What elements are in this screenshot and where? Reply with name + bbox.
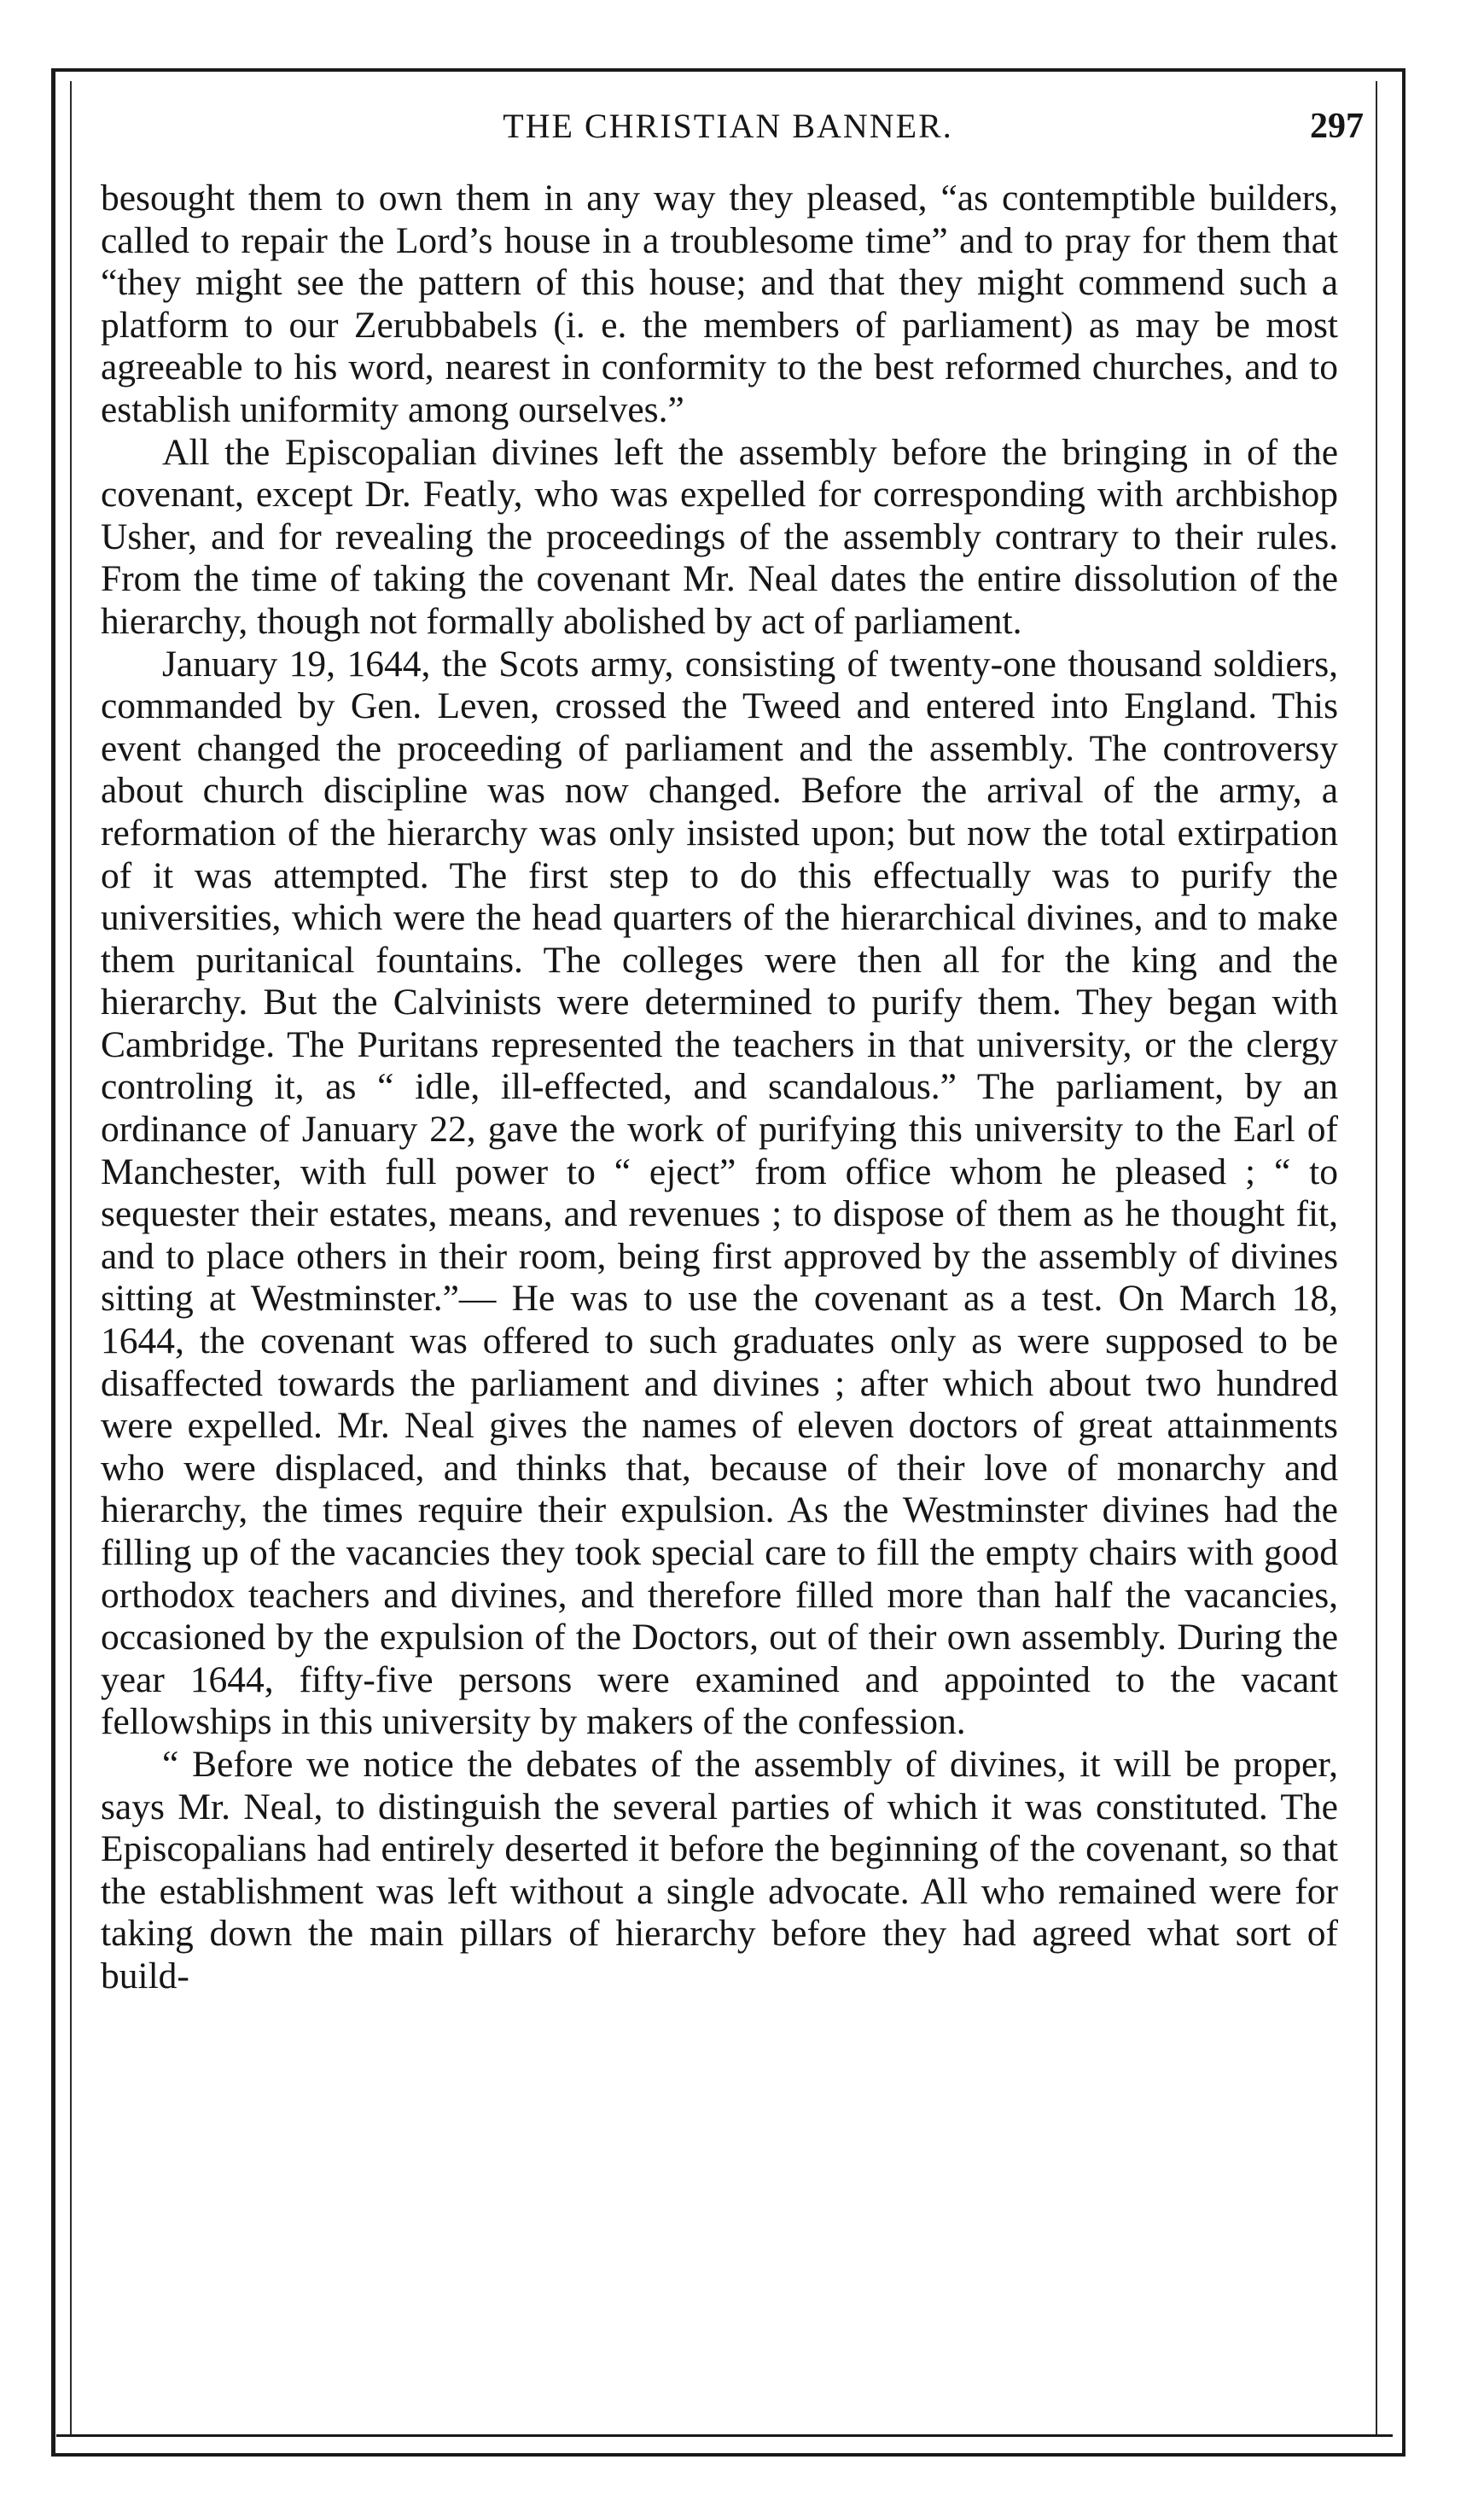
page-number: 297 bbox=[1310, 107, 1364, 146]
right-margin-rule bbox=[1376, 81, 1377, 2437]
paragraph: “ Before we notice the debates of the assembly of divines, it will be proper, says Mr. Neal, to distinguish the several parties of which it was constituted. The Episcopalians had entirely deserted it before the beginning of the covenant, so that the establishment was left without a single advocate. All who remained were for taking down the main pillars of hierarchy before they had agreed what sort of build- bbox=[101, 1743, 1338, 1996]
paragraph: January 19, 1644, the Scots army, consisting of twenty-one thousand soldiers, commanded by Gen. Leven, crossed the Tweed and entered into England. This event changed the proceeding of parliament and the assembly. The controversy about church discipline was now changed. Before the arrival of the army, a reformation of the hierarchy was only insisted upon; but now the total extirpation of it was attempted. The first step to do this effectually was to purify the universities, which were the head quarters of the hierarchical divines, and to make them puritanical fountains. The colleges were then all for the king and the hierarchy. But the Calvinists were determined to purify them. They began with Cambridge. The Puritans represented the teachers in that university, or the clergy controling it, as “ idle, ill-effected, and scandalous.” The parliament, by an ordinance of January 22, gave the work of purifying this university to the Earl of Manchester, with full power to “ eject” from office whom he pleased ; “ to sequester their estates, means, and revenues ; to dispose of them as he thought fit, and to place others in their room, being first approved by the assembly of divines sitting at Westminster.”— He was to use the covenant as a test. On March 18, 1644, the covenant was offered to such graduates only as were supposed to be disaffected towards the parliament and divines ; after which about two hundred were expelled. Mr. Neal gives the names of eleven doctors of great attainments who were displaced, and thinks that, because of their love of monarchy and hierarchy, the times require their expulsion. As the Westminster divines had the filling up of the vacancies they took special care to fill the empty chairs with good orthodox teachers and divines, and therefore filled more than half the vacancies, occasioned by the expulsion of the Doctors, out of their own assembly. During the year 1644, fifty-five persons were examined and appointed to the vacant fellowships in this university by makers of the confession. bbox=[101, 643, 1338, 1743]
running-head bbox=[92, 101, 1364, 152]
paragraph: besought them to own them in any way they pleased, “as contemptible builders, called to repair the Lord’s house in a troublesome time” and to pray for them that “they might see the pattern of this house; and that they might commend such a platform to our Zerubbabels (i. e. the members of parliament) as may be most agreeable to his word, nearest in conformity to the best reformed churches, and to establish uniformity among ourselves.” bbox=[101, 178, 1338, 430]
journal-title: THE CHRISTIAN BANNER. bbox=[503, 107, 953, 145]
paragraph: All the Episcopalian divines left the assembly before the bringing in of the covenant, except Dr. Featly, who was expelled for corresponding with archbishop Usher, and for revealing the proceedings of the assembly contrary to their rules. From the time of taking the covenant Mr. Neal dates the entire dissolution of the hierarchy, though not formally abolished by act of parliament. bbox=[101, 431, 1338, 642]
left-margin-rule bbox=[70, 81, 72, 2437]
bottom-rule bbox=[56, 2434, 1393, 2437]
body-text bbox=[101, 178, 1338, 1998]
